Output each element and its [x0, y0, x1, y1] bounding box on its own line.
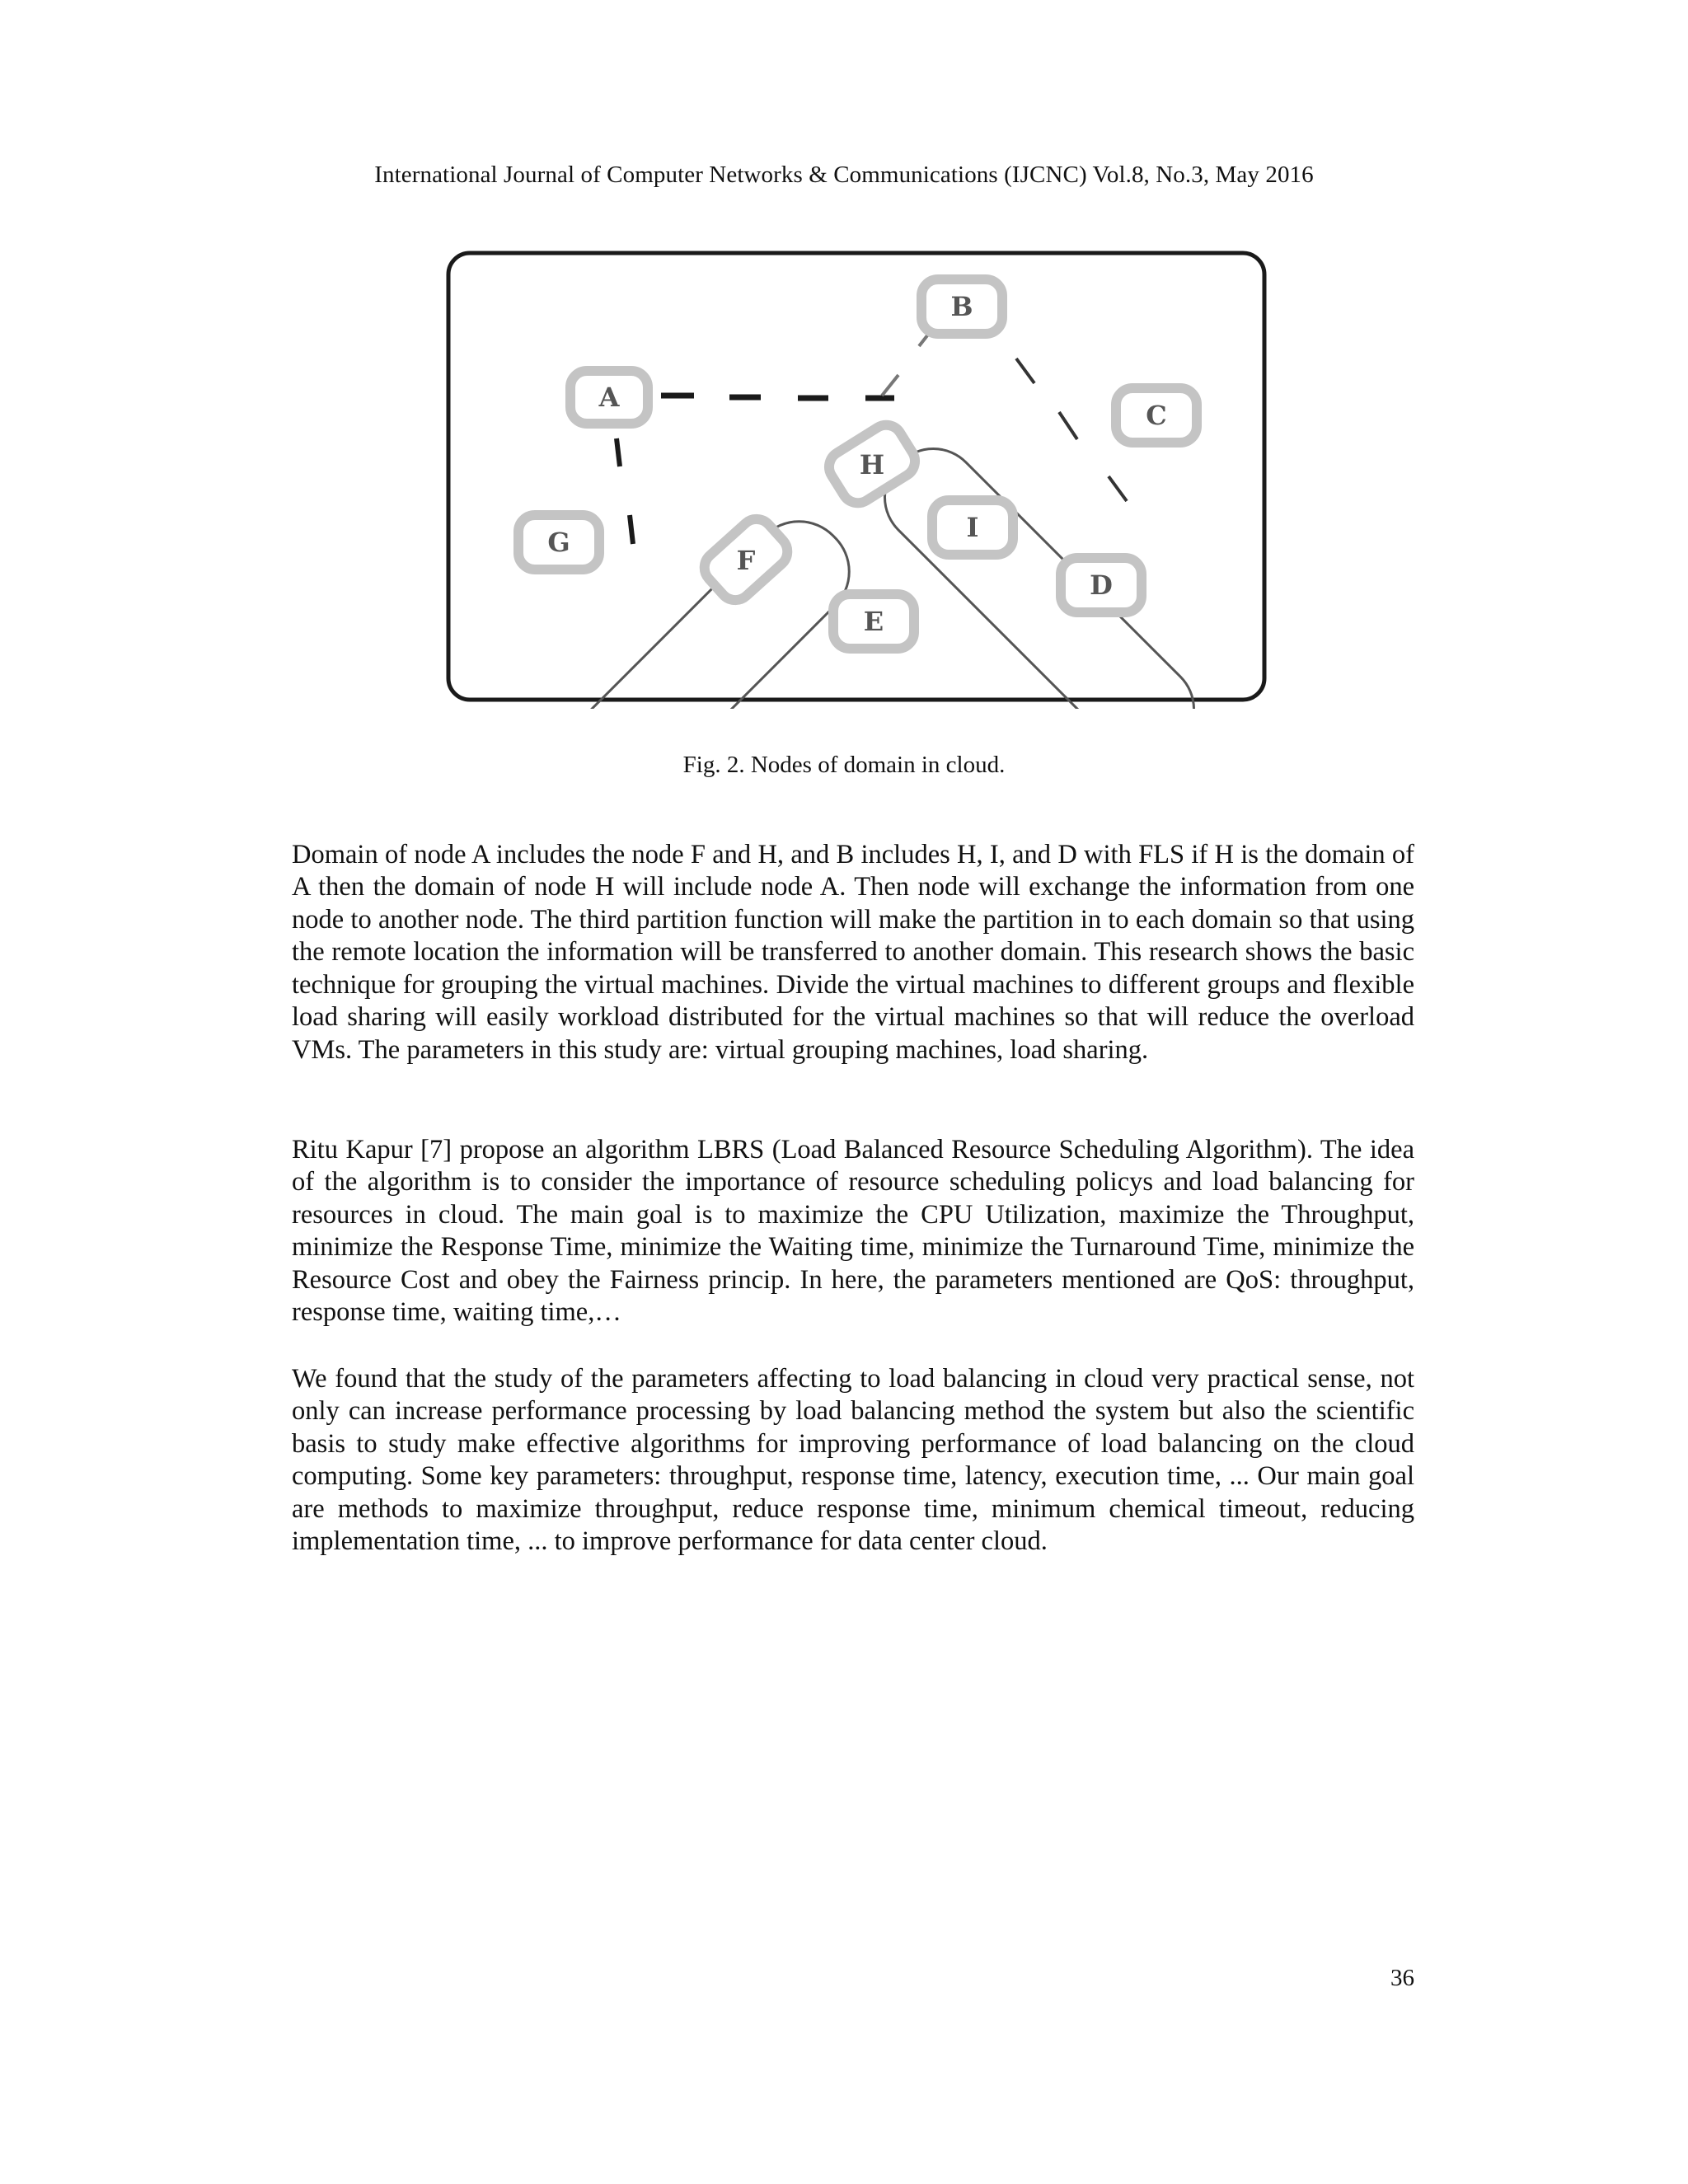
- node-d-label: D: [1090, 569, 1113, 601]
- paragraph-ritu-kapur: Ritu Kapur [7] propose an algorithm LBRS (Load Balanced Resource Scheduling Algorithm). The idea of the algorithm is to consider the importance of resource scheduling policys and load balancing for resources in cloud. The main goal is to maximize the CPU Utilization, maximize the Throughput, minimize the Response Time, minimize the Waiting time, minimize the Turnaround Time, minimize the Resource Cost and obey the Fairness princip. In here, the parameters mentioned are QoS: throughput, response time, waiting time,…: [292, 1134, 1414, 1327]
- node-i-label: I: [966, 512, 979, 543]
- running-header: International Journal of Computer Networks & Communications (IJCNC) Vol.8, No.3, May 2016: [374, 162, 1314, 188]
- domain-group-f-h: [559, 502, 869, 709]
- node-a: [570, 371, 648, 424]
- node-c: [1116, 388, 1197, 443]
- node-f-label: F: [736, 545, 756, 576]
- figure-caption: Fig. 2. Nodes of domain in cloud.: [682, 752, 1006, 778]
- domain-group-h-i-d: [865, 429, 1212, 709]
- node-a-label: A: [598, 382, 620, 413]
- paragraph-study-findings: We found that the study of the parameters affecting to load balancing in cloud very practical sense, not only can increase performance processing by load balancing method the system but also the scientific basis to study make effective algorithms for improving performance of load balancing on the cloud computing. Some key parameters: throughput, response time, latency, execution time, ... Our main goal are methods to maximize throughput, reduce response time, minimum chemical timeout, reducing implementation time, ... to improve performance for data center cloud.: [292, 1363, 1414, 1556]
- node-i: [932, 500, 1013, 555]
- node-h: [823, 419, 921, 509]
- connection-a-h: [661, 396, 894, 398]
- paragraph-domain-description: Domain of node A includes the node F and H, and B includes H, I, and D with FLS if H is the domain of A then the domain of node H will include node A. Then node will exchange the information from one node to another node. The third partition function will make the partition in to each domain so that using the remote location the information will be transferred to another domain. This research shows the basic technique for grouping the virtual machines. Divide the virtual machines to different groups and flexible load sharing will easily workload distributed for the virtual machines so that will reduce the overload VMs. The parameters in this study are: virtual grouping machines, load sharing.: [292, 839, 1414, 1065]
- node-e-label: E: [863, 606, 884, 637]
- node-b: [921, 279, 1002, 334]
- node-c-label: C: [1146, 400, 1167, 431]
- domain-nodes-diagram: [445, 247, 1269, 709]
- connection-b-d: [1016, 359, 1127, 501]
- node-g: [518, 515, 599, 569]
- page-number: 36: [1390, 1965, 1414, 1991]
- node-g-label: G: [547, 527, 570, 558]
- node-b-label: B: [950, 291, 973, 322]
- node-h-label: H: [859, 449, 885, 480]
- node-d: [1061, 558, 1142, 612]
- connection-a-f: [617, 438, 633, 544]
- node-e: [833, 594, 914, 649]
